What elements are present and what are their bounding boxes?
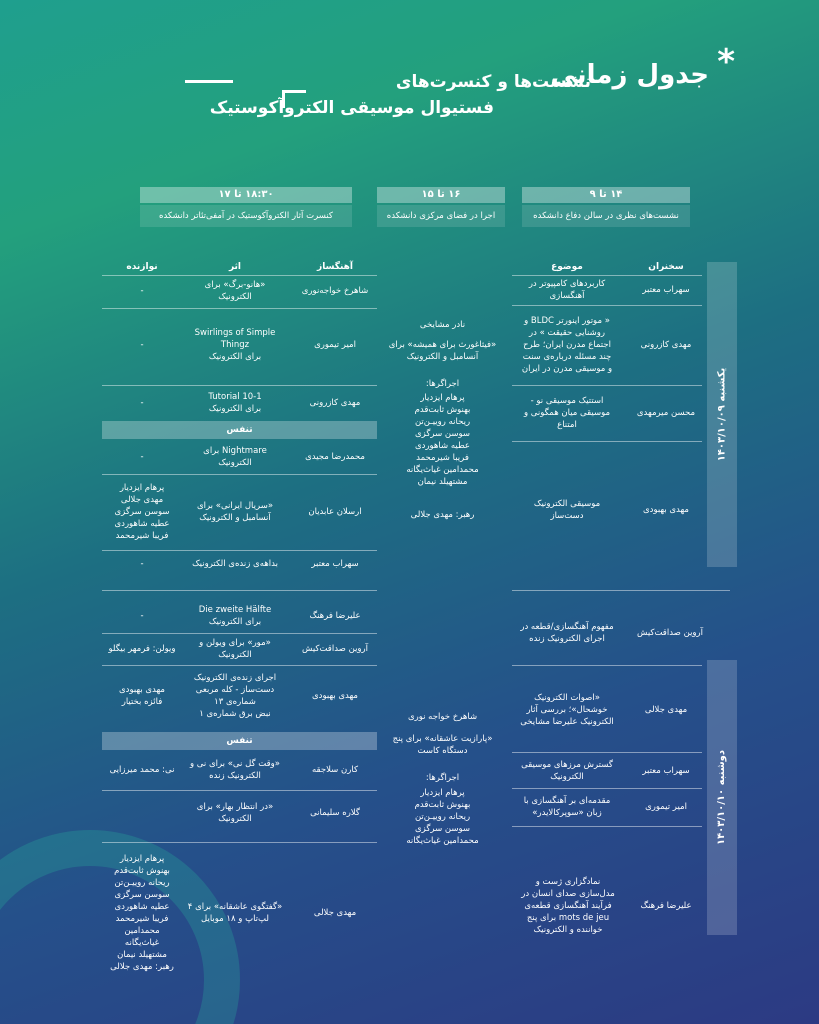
d1-c2-composer: امیر تیموری [314,340,356,350]
bracket-decoration [282,90,306,108]
venue-3-desc: کنسرت آثار الکتروآکوستیک در آمفی‌تئاتر دانشکده [140,205,352,227]
d1-c-rule-3 [102,474,377,475]
d2-c4-composer: کارن سلاجقه [312,765,358,775]
day-label-1: یکشنبه ۱۴۰۳/۱۰/۰۹ [716,367,728,462]
d1-talk-1-topic: کاربردهای کامپیوتر در آهنگسازی [528,279,606,301]
col-speaker: سخنران [648,262,684,272]
d1-c6-work: بداهه‌ی زنده‌ی الکترونیک [192,559,278,569]
d2-c5-performer [102,800,182,826]
day-label-2: دوشنبه ۱۴۰۳/۱۰/۱۰ [716,749,728,846]
d2-center-composer: شاهرخ خواجه نوری [407,712,478,722]
d1-talk-rule-1 [512,305,702,306]
d2-center-performers-title: اجراگرها: [425,773,460,783]
d2-talk-rule-4 [512,826,702,827]
d1-center-performers: پرهام ایزدیار بهنوش ثابت‌قدم ریحانه روییـن‌تن سوسن سرگزی عطیه شاهوردی فریبا شیرمحمد محمدامین غیاث‌یگانه مشتهیلد نیمان [406,393,479,487]
d2-break-band: تنفس [102,732,377,750]
d1-talk-3-topic: استتیک موسیقی نو - موسیقی میان همگونی و امتناع [523,396,611,430]
d1-center-leader: رهبر: مهدی جلالی [410,510,475,520]
day-tab-2 [707,660,737,935]
d2-talk-5-speaker: علیرضا فرهنگ [640,901,692,911]
d2-c2-performer: ویولن: فرمهر بیگلو [108,644,176,654]
d1-c6-composer: سهراب معتبر [311,559,359,569]
venue-1-desc: نشست‌های نظری در سالن دفاع دانشکده [522,205,690,227]
header-rule-left [102,275,377,276]
d1-talk-rule-2 [512,385,702,386]
col-topic: موضوع [551,262,583,272]
d1-c5-performer: پرهام ایزدیار مهدی جلالی سوسن سرگزی عطیه شاهوردی فریبا شیرمحمد [114,483,170,541]
d2-c1-composer: علیرضا فرهنگ [309,611,361,621]
d2-c6-performer: پرهام ایزدیار بهنوش ثابت‌قدم ریحانه روییـن‌تن سوسن سرگزی عطیه شاهوردی فریبا شیرمحمد محمدامین غیاث‌یگانه مشتهیلد نیمان رهبر: مهدی جلالی [110,854,174,972]
d2-c-rule-4 [102,842,377,843]
d2-c1-performer: - [140,611,144,621]
d2-c-rule-3 [102,790,377,791]
d1-talk-4-topic: موسیقی الکترونیک دست‌ساز [533,499,601,521]
d1-c1-work: «هانو-برگ» برای الکترونیک [204,280,266,302]
d2-c6-composer: مهدی جلالی [313,908,357,918]
star-icon: * [717,42,735,82]
d1-c2-performer: - [140,340,144,350]
day-tab-1 [707,262,737,567]
d2-c6-work: «گفتگوی عاشقانه» برای ۴ لپ‌تاپ و ۱۸ موبایل [187,902,283,924]
header-rule-right [512,275,702,276]
d1-c3-work: Tutorial 10-1 برای الکترونیک [208,392,262,414]
d2-c3-work: اجرای زنده‌ی الکترونیک دست‌ساز - کله مربعی شماره‌ی ۱۳ نبض برق شماره‌ی ۱ [193,673,277,719]
d2-c2-work: «مور» برای ویولن و الکترونیک [199,638,271,660]
d2-c-rule-1 [102,633,377,634]
d1-talk-2-speaker: مهدی کازرونی [640,340,692,350]
d2-talk-4-topic: مقدمه‌ای بر آهنگسازی با زبان «سوپرکالایدر» [523,796,611,818]
d2-talk-3-speaker: سهراب معتبر [642,766,690,776]
d1-c1-composer: شاهرخ خواجه‌نوری [301,286,369,296]
d2-c2-composer: آروین صداقت‌کیش [302,644,369,654]
page-title: جدول زمانی [550,60,709,90]
d2-talk-3-topic: گسترش مرزهای موسیقی الکترونیک [521,760,613,782]
d1-center-performers-title: اجراگرها: [425,379,460,389]
d1-c5-composer: ارسلان عابدیان [308,507,362,517]
d1-talk-2-topic: « موتور اینورتر BLDC و روشنایی حقیقت » در اجتماع مدرن ایران؛ طرح چند مسئله درباره‌ی سنت و موسیقی مدرن در ایران [521,316,613,374]
d2-c5-composer: گلاره سلیمانی [310,808,360,818]
d1-c-rule-4 [102,550,377,551]
d1-c3-performer: - [140,398,144,408]
d1-c4-performer: - [140,452,144,462]
col-work: اثر [228,262,242,272]
d1-c1-performer: - [140,286,144,296]
day-separator-right [512,590,730,591]
d2-talk-4-speaker: امیر تیموری [645,802,687,812]
page-subtitle-1: نشست‌ها و کنسرت‌های [395,72,591,92]
d1-c3-composer: مهدی کازرونی [309,398,361,408]
col-performer: نوازنده [126,262,158,272]
d2-c1-work: Die zweite Hälfte برای الکترونیک [198,605,272,627]
d1-c-rule-1 [102,308,377,309]
d1-center-work: «فیثاغورث برای همیشه» برای آنسامبل و الکترونیک [388,340,497,362]
d1-c6-performer: - [140,559,144,569]
d2-center-work: «پارازیت عاشقانه» برای پنج دستگاه کاست [392,734,493,756]
d2-center-performers: پرهام ایزدیار بهنوش ثابت‌قدم ریحانه روییـن‌تن سوسن سرگزی محمدامین غیاث‌یگانه [406,788,479,846]
day-separator-left [102,590,377,591]
d1-talk-1-speaker: سهراب معتبر [642,285,690,295]
venue-1-time: ۱۴ تا ۹ [522,187,690,203]
d1-talk-rule-3 [512,441,702,442]
d2-c5-work: «در انتظار بهار» برای الکترونیک [196,802,274,824]
d2-c-rule-2 [102,665,377,666]
d1-c2-work: Swirlings of Simple Thingz برای الکترونیک [194,328,276,362]
d2-c3-composer: مهدی بهبودی [312,691,358,701]
d2-talk-rule-3 [512,788,702,789]
venue-3-time: ۱۸:۳۰ تا ۱۷ [140,187,352,203]
d2-talk-rule-1 [512,665,702,666]
d2-talk-1-speaker: آروین صداقت‌کیش [637,628,704,638]
page-subtitle-2: فستیوال موسیقی الکتروآکوستیک [209,98,494,118]
d1-talk-3-speaker: محسن میرمهدی [636,408,696,418]
d1-c4-work: Nightmare برای الکترونیک [203,446,267,468]
d1-talk-4-speaker: مهدی بهبودی [643,505,689,515]
d1-c-rule-2 [102,385,377,386]
d1-center-composer: نادر مشایخی [419,320,466,330]
d1-c4-composer: محمدرضا مجیدی [305,452,365,462]
venue-2-time: ۱۶ تا ۱۵ [377,187,505,203]
col-composer: آهنگساز [317,262,353,272]
d2-talk-2-topic: «اصوات الکترونیک خوشحال»؛ بررسی آثار الکترونیک علیرضا مشایخی [520,693,614,727]
d2-talk-rule-2 [512,752,702,753]
d2-talk-5-topic: نمادگزاری ژست و مدل‌سازی صدای انسان در فرآیند آهنگسازی قطعه‌ی mots de jeu برای پنج خواننده و الکترونیک [521,877,615,935]
venue-2-desc: اجرا در فضای مرکزی دانشکده [377,205,505,227]
d1-break-band: تنفس [102,421,377,439]
d1-c5-work: «سریال ایرانی» برای آنسامبل و الکترونیک [196,501,274,523]
d2-talk-1-topic: مفهوم آهنگسازی/قطعه در اجرای الکترونیک زنده [520,622,614,644]
title-divider [185,80,233,83]
d2-c4-work: «وقت گل نی» برای نی و الکترونیک زنده [190,759,280,781]
d2-c4-performer: نی: محمد میرزایی [109,765,175,775]
d2-talk-2-speaker: مهدی جلالی [644,705,688,715]
d2-c3-performer: مهدی بهبودی فائزه بختیار [119,685,165,707]
